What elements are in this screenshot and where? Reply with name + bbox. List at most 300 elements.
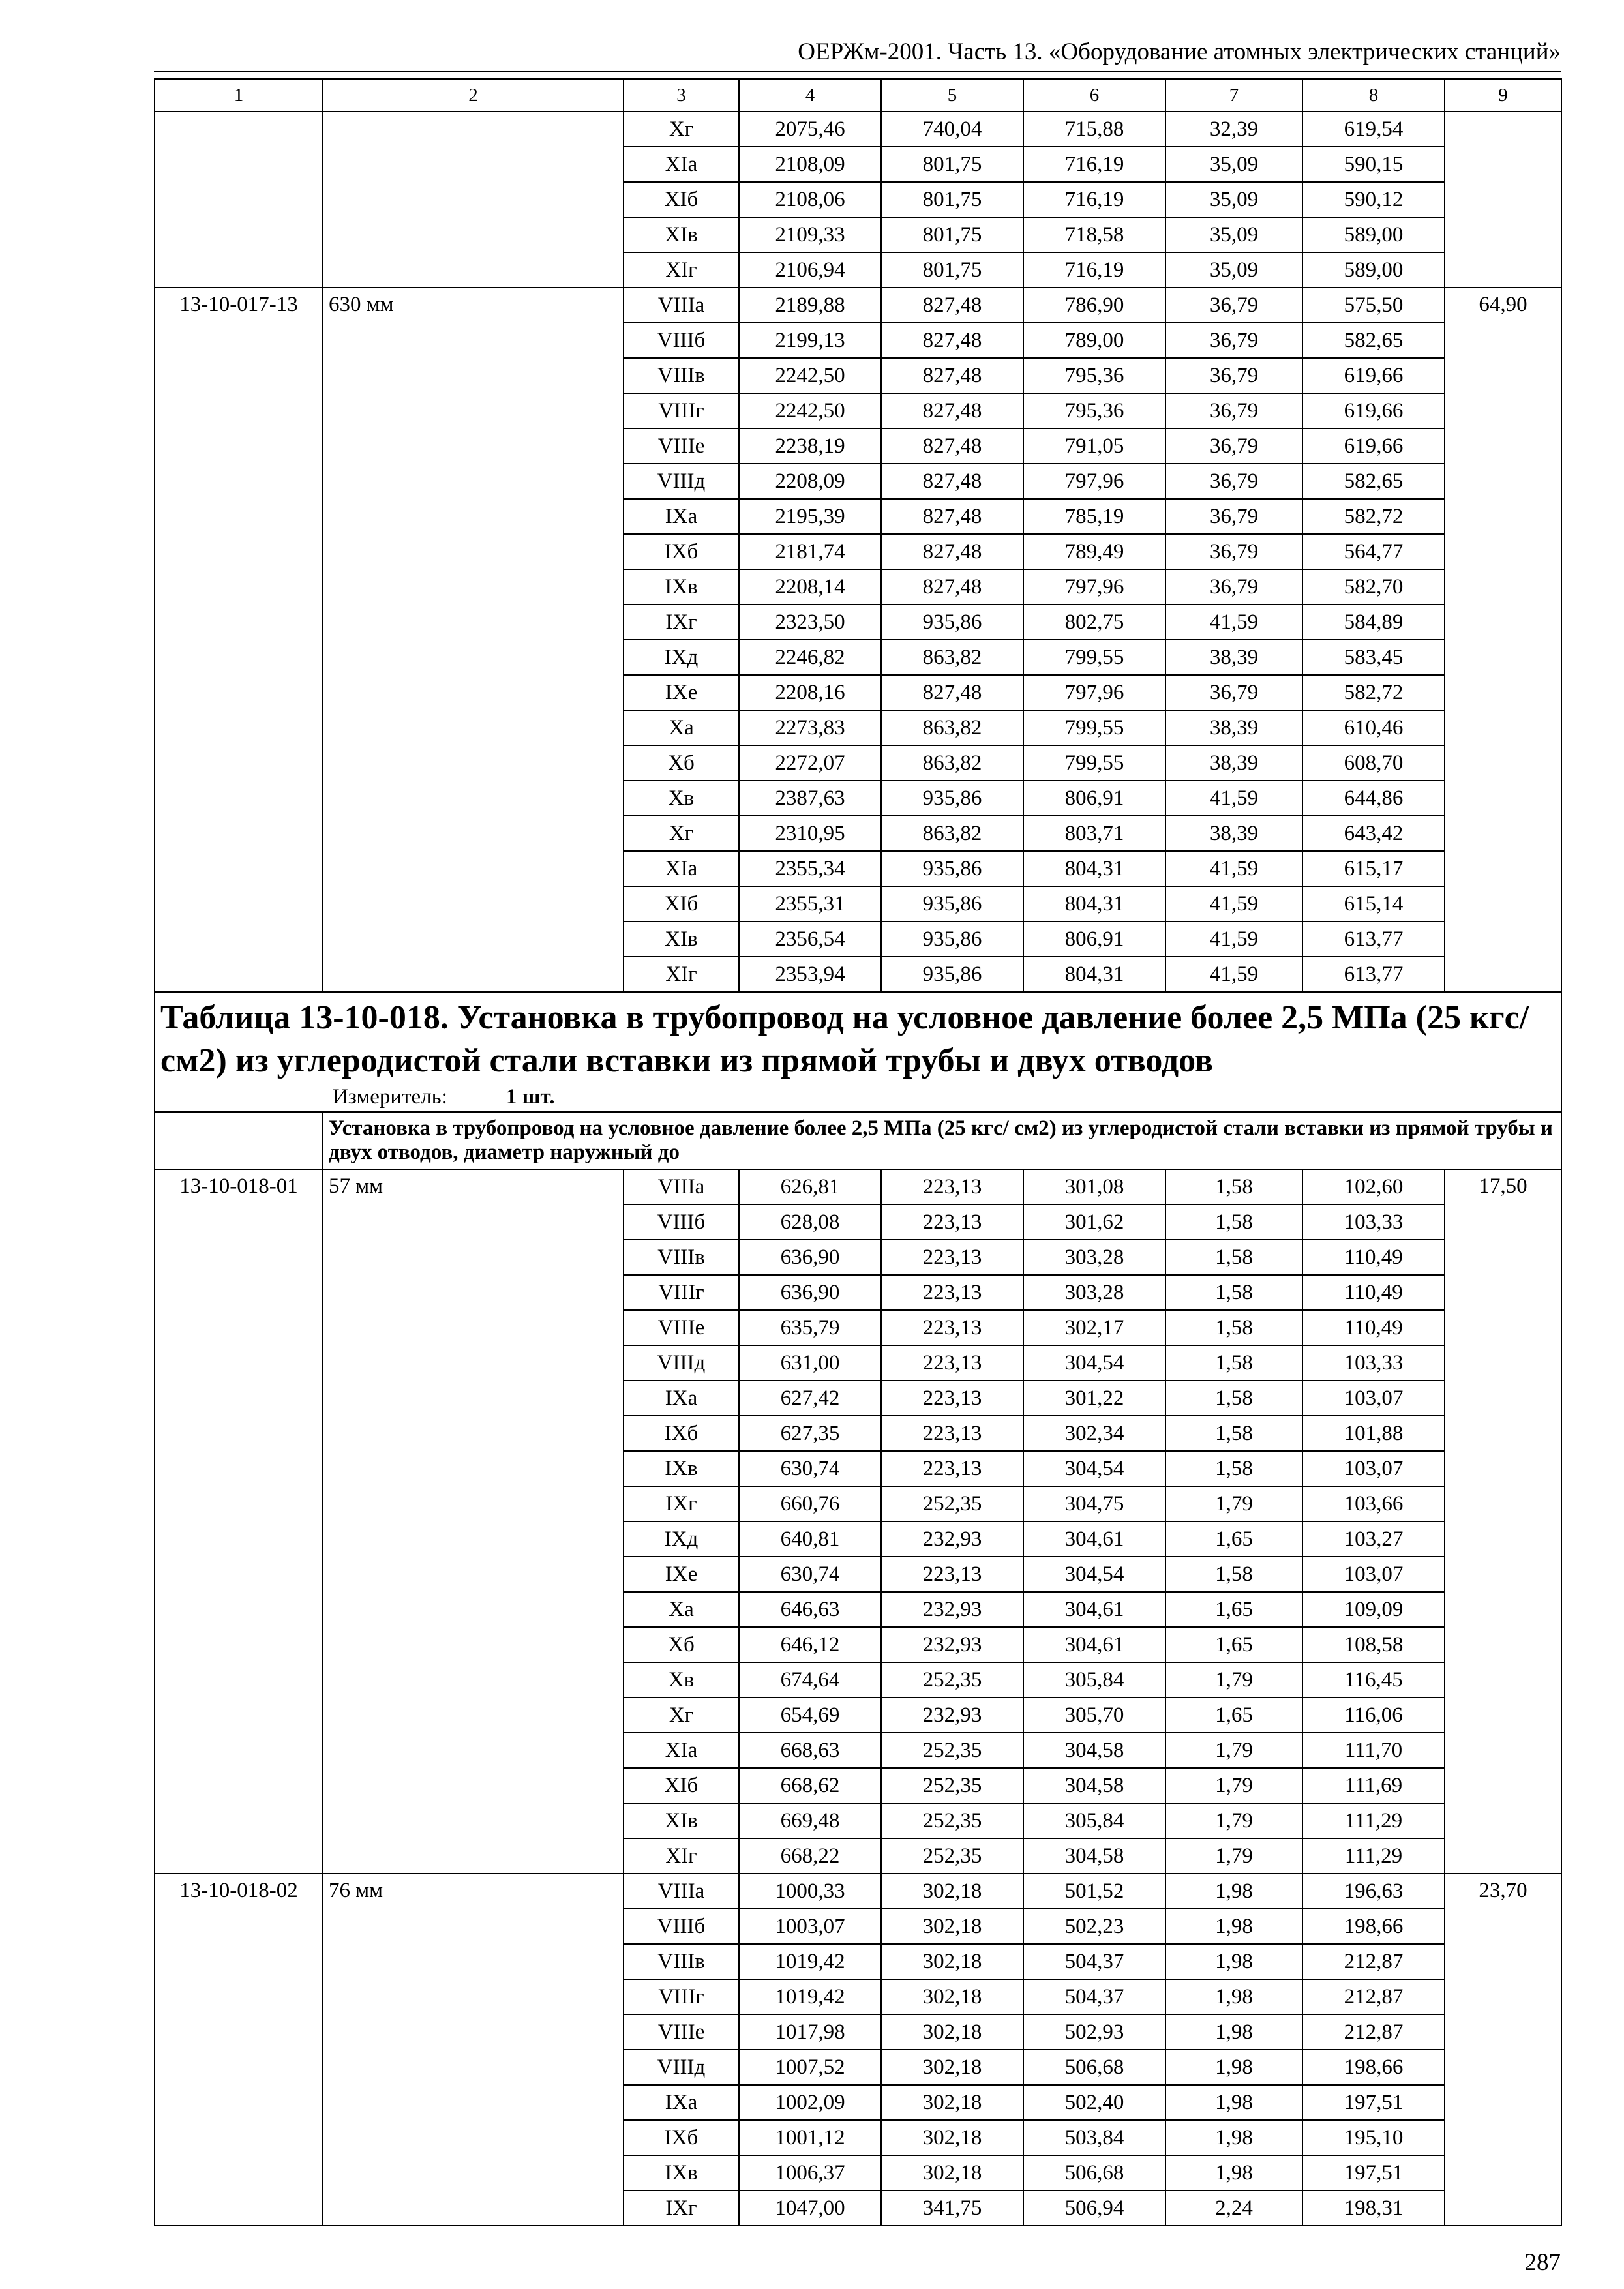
value-cell: 797,96 <box>1023 464 1165 499</box>
value-cell: 501,52 <box>1023 1874 1165 1909</box>
value-cell: 646,63 <box>739 1592 881 1627</box>
value-cell: 304,61 <box>1023 1627 1165 1662</box>
value-cell: 631,00 <box>739 1345 881 1381</box>
value-cell: 2353,94 <box>739 957 881 992</box>
value-cell: 103,66 <box>1302 1486 1445 1521</box>
value-cell: 36,79 <box>1165 288 1302 323</box>
value-cell: 212,87 <box>1302 1944 1445 1979</box>
value-cell: 38,39 <box>1165 745 1302 781</box>
value-cell: 863,82 <box>881 640 1023 675</box>
value-cell: 198,66 <box>1302 1909 1445 1944</box>
value-cell: 795,36 <box>1023 358 1165 393</box>
value-cell: 2195,39 <box>739 499 881 534</box>
value-cell: 619,66 <box>1302 428 1445 464</box>
value-cell: VIIIв <box>624 1240 739 1275</box>
value-cell: 827,48 <box>881 534 1023 569</box>
value-cell: 1,58 <box>1165 1451 1302 1486</box>
value-cell: 252,35 <box>881 1733 1023 1768</box>
value-cell: 935,86 <box>881 851 1023 886</box>
value-cell: 806,91 <box>1023 921 1165 957</box>
value-cell: VIIIг <box>624 1979 739 2014</box>
value-cell: 305,84 <box>1023 1662 1165 1698</box>
value-cell: 223,13 <box>881 1381 1023 1416</box>
value-cell: 627,35 <box>739 1416 881 1451</box>
value-cell: 223,13 <box>881 1310 1023 1345</box>
value-cell: 608,70 <box>1302 745 1445 781</box>
value-cell: 668,22 <box>739 1838 881 1874</box>
value-cell: 1,98 <box>1165 1979 1302 2014</box>
value-cell: XIб <box>624 886 739 921</box>
value-cell: 801,75 <box>881 252 1023 288</box>
value-cell: 589,00 <box>1302 252 1445 288</box>
value-cell: 630,74 <box>739 1451 881 1486</box>
value-cell: 613,77 <box>1302 957 1445 992</box>
value-cell: 304,54 <box>1023 1345 1165 1381</box>
value-cell: 2199,13 <box>739 323 881 358</box>
value-cell: 103,07 <box>1302 1381 1445 1416</box>
value-cell: 590,12 <box>1302 182 1445 217</box>
value-cell: 301,08 <box>1023 1169 1165 1204</box>
value-cell: VIIIе <box>624 428 739 464</box>
value-cell: 1,65 <box>1165 1592 1302 1627</box>
value-cell: 212,87 <box>1302 1979 1445 2014</box>
value-cell: IXг <box>624 1486 739 1521</box>
value-cell: 804,31 <box>1023 957 1165 992</box>
value-cell: 252,35 <box>881 1662 1023 1698</box>
value-cell: 212,87 <box>1302 2014 1445 2050</box>
value-cell: 2310,95 <box>739 816 881 851</box>
value-cell: VIIIе <box>624 1310 739 1345</box>
table-row <box>155 1874 1561 1909</box>
value-cell: 827,48 <box>881 675 1023 710</box>
value-cell: 804,31 <box>1023 886 1165 921</box>
value-cell: XIг <box>624 1838 739 1874</box>
value-cell: 101,88 <box>1302 1416 1445 1451</box>
value-cell: 1,79 <box>1165 1486 1302 1521</box>
value-cell: 502,23 <box>1023 1909 1165 1944</box>
column-number: 7 <box>1165 79 1302 112</box>
value-cell: 304,58 <box>1023 1768 1165 1803</box>
column-number: 5 <box>881 79 1023 112</box>
value-cell: XIа <box>624 851 739 886</box>
value-cell: 827,48 <box>881 569 1023 605</box>
value-cell: 935,86 <box>881 605 1023 640</box>
value-cell: 232,93 <box>881 1521 1023 1557</box>
value-cell: 302,18 <box>881 1944 1023 1979</box>
value-cell: 2208,09 <box>739 464 881 499</box>
value-cell: VIIIд <box>624 2050 739 2085</box>
value-cell: 41,59 <box>1165 605 1302 640</box>
value-cell: 232,93 <box>881 1592 1023 1627</box>
value-cell: 935,86 <box>881 886 1023 921</box>
value-cell: 1,58 <box>1165 1310 1302 1345</box>
column-number-row <box>155 79 1561 112</box>
value-cell: 111,70 <box>1302 1733 1445 1768</box>
value-cell: 36,79 <box>1165 393 1302 428</box>
value-cell: VIIIб <box>624 323 739 358</box>
value-cell: 305,70 <box>1023 1698 1165 1733</box>
value-cell: 589,00 <box>1302 217 1445 252</box>
value-cell: 797,96 <box>1023 675 1165 710</box>
value-cell: 304,54 <box>1023 1557 1165 1592</box>
value-cell: 1002,09 <box>739 2085 881 2120</box>
value-cell: 304,58 <box>1023 1838 1165 1874</box>
value-cell: 110,49 <box>1302 1240 1445 1275</box>
value-cell: 301,22 <box>1023 1381 1165 1416</box>
value-cell: 627,42 <box>739 1381 881 1416</box>
measure-line <box>160 1083 1556 1111</box>
value-cell: 654,69 <box>739 1698 881 1733</box>
rate-code-cell: 13-10-017-13 <box>155 288 323 992</box>
table-row <box>155 112 1561 147</box>
value-cell: 564,77 <box>1302 534 1445 569</box>
value-cell: 644,86 <box>1302 781 1445 816</box>
value-cell: 718,58 <box>1023 217 1165 252</box>
value-cell: 223,13 <box>881 1204 1023 1240</box>
value-cell: 801,75 <box>881 147 1023 182</box>
value-cell: 303,28 <box>1023 1240 1165 1275</box>
value-cell: IXб <box>624 1416 739 1451</box>
value-cell: 304,61 <box>1023 1521 1165 1557</box>
value-cell: 2238,19 <box>739 428 881 464</box>
value-cell: 1006,37 <box>739 2155 881 2191</box>
value-cell: 668,63 <box>739 1733 881 1768</box>
value-cell: XIв <box>624 921 739 957</box>
value-cell: 195,10 <box>1302 2120 1445 2155</box>
value-cell: 935,86 <box>881 921 1023 957</box>
value-cell: IXд <box>624 640 739 675</box>
value-cell: 103,07 <box>1302 1451 1445 1486</box>
header-rule <box>154 71 1561 72</box>
value-cell: IXв <box>624 1451 739 1486</box>
value-cell: 791,05 <box>1023 428 1165 464</box>
value-cell: VIIIб <box>624 1909 739 1944</box>
value-cell: 715,88 <box>1023 112 1165 147</box>
value-cell: VIIIа <box>624 1874 739 1909</box>
value-cell: 35,09 <box>1165 182 1302 217</box>
column-number: 6 <box>1023 79 1165 112</box>
value-cell: 1019,42 <box>739 1979 881 2014</box>
value-cell: 303,28 <box>1023 1275 1165 1310</box>
diameter-cell: 630 мм <box>323 288 624 992</box>
value-cell: 35,09 <box>1165 147 1302 182</box>
value-cell: 502,40 <box>1023 2085 1165 2120</box>
value-cell: 223,13 <box>881 1451 1023 1486</box>
value-cell: 2356,54 <box>739 921 881 957</box>
value-cell: 302,18 <box>881 1909 1023 1944</box>
value-cell: 302,17 <box>1023 1310 1165 1345</box>
value-cell: Xа <box>624 710 739 745</box>
value-cell: 786,90 <box>1023 288 1165 323</box>
value-cell: 36,79 <box>1165 569 1302 605</box>
value-cell: 582,65 <box>1302 323 1445 358</box>
value-cell: 2242,50 <box>739 393 881 428</box>
value-cell: 38,39 <box>1165 710 1302 745</box>
value-cell: 619,66 <box>1302 358 1445 393</box>
value-cell: 232,93 <box>881 1627 1023 1662</box>
value-cell: 2242,50 <box>739 358 881 393</box>
value-cell: Xв <box>624 781 739 816</box>
value-cell: 669,48 <box>739 1803 881 1838</box>
table-row <box>155 1169 1561 1204</box>
value-cell: 504,37 <box>1023 1979 1165 2014</box>
value-cell: 615,14 <box>1302 886 1445 921</box>
value-cell: 1,58 <box>1165 1557 1302 1592</box>
value-cell: 252,35 <box>881 1838 1023 1874</box>
value-cell: 196,63 <box>1302 1874 1445 1909</box>
value-cell: 1,58 <box>1165 1204 1302 1240</box>
diameter-cell: 76 мм <box>323 1874 624 2226</box>
value-cell: VIIIе <box>624 2014 739 2050</box>
value-cell: Xг <box>624 816 739 851</box>
value-cell: 35,09 <box>1165 217 1302 252</box>
col9-cell: 17,50 <box>1445 1169 1561 1874</box>
value-cell: 802,75 <box>1023 605 1165 640</box>
value-cell: VIIIа <box>624 1169 739 1204</box>
value-cell: 2273,83 <box>739 710 881 745</box>
value-cell: 716,19 <box>1023 182 1165 217</box>
value-cell: 613,77 <box>1302 921 1445 957</box>
value-cell: 304,58 <box>1023 1733 1165 1768</box>
value-cell: 863,82 <box>881 745 1023 781</box>
value-cell: 41,59 <box>1165 957 1302 992</box>
value-cell: Xв <box>624 1662 739 1698</box>
value-cell: 646,12 <box>739 1627 881 1662</box>
value-cell: IXг <box>624 2191 739 2226</box>
value-cell: 223,13 <box>881 1557 1023 1592</box>
value-cell: 223,13 <box>881 1345 1023 1381</box>
value-cell: XIб <box>624 1768 739 1803</box>
value-cell: 302,18 <box>881 1979 1023 2014</box>
value-cell: 1,98 <box>1165 1874 1302 1909</box>
rate-code-cell: 13-10-018-01 <box>155 1169 323 1874</box>
value-cell: 504,37 <box>1023 1944 1165 1979</box>
value-cell: 797,96 <box>1023 569 1165 605</box>
value-cell: 827,48 <box>881 288 1023 323</box>
value-cell: 1000,33 <box>739 1874 881 1909</box>
value-cell: 302,34 <box>1023 1416 1165 1451</box>
value-cell: 801,75 <box>881 182 1023 217</box>
value-cell: 2181,74 <box>739 534 881 569</box>
value-cell: 103,07 <box>1302 1557 1445 1592</box>
value-cell: 2075,46 <box>739 112 881 147</box>
value-cell: 116,06 <box>1302 1698 1445 1733</box>
value-cell: 660,76 <box>739 1486 881 1521</box>
value-cell: 668,62 <box>739 1768 881 1803</box>
value-cell: 1,79 <box>1165 1733 1302 1768</box>
value-cell: 575,50 <box>1302 288 1445 323</box>
value-cell: 302,18 <box>881 2155 1023 2191</box>
value-cell: 582,72 <box>1302 675 1445 710</box>
col9-cell: 64,90 <box>1445 288 1561 992</box>
value-cell: 863,82 <box>881 816 1023 851</box>
value-cell: Xг <box>624 1698 739 1733</box>
value-cell: 2,24 <box>1165 2191 1302 2226</box>
col9-cell: 23,70 <box>1445 1874 1561 2226</box>
value-cell: 301,62 <box>1023 1204 1165 1240</box>
value-cell: 1,58 <box>1165 1416 1302 1451</box>
value-cell: 2355,34 <box>739 851 881 886</box>
value-cell: 827,48 <box>881 428 1023 464</box>
value-cell: 804,31 <box>1023 851 1165 886</box>
value-cell: IXа <box>624 1381 739 1416</box>
value-cell: 1,98 <box>1165 2050 1302 2085</box>
value-cell: 103,27 <box>1302 1521 1445 1557</box>
value-cell: Xб <box>624 1627 739 1662</box>
value-cell: 304,75 <box>1023 1486 1165 1521</box>
value-cell: 1,98 <box>1165 1909 1302 1944</box>
value-cell: 789,00 <box>1023 323 1165 358</box>
value-cell: 935,86 <box>881 957 1023 992</box>
value-cell: 36,79 <box>1165 675 1302 710</box>
value-cell: XIг <box>624 957 739 992</box>
value-cell: 1,98 <box>1165 1944 1302 1979</box>
value-cell: 1007,52 <box>739 2050 881 2085</box>
value-cell: 2246,82 <box>739 640 881 675</box>
column-number: 8 <box>1302 79 1445 112</box>
value-cell: 1,79 <box>1165 1838 1302 1874</box>
value-cell: VIIIд <box>624 1345 739 1381</box>
diameter-cell: 57 мм <box>323 1169 624 1874</box>
value-cell: 1,79 <box>1165 1803 1302 1838</box>
page-header: ОЕРЖм-2001. Часть 13. «Оборудование атомных электрических станций» <box>798 38 1561 65</box>
value-cell: 41,59 <box>1165 921 1302 957</box>
value-cell: 103,33 <box>1302 1345 1445 1381</box>
value-cell: VIIIб <box>624 1204 739 1240</box>
value-cell: 803,71 <box>1023 816 1165 851</box>
value-cell: 1,79 <box>1165 1768 1302 1803</box>
value-cell: 38,39 <box>1165 816 1302 851</box>
value-cell: 36,79 <box>1165 358 1302 393</box>
value-cell: 716,19 <box>1023 252 1165 288</box>
table-title: Таблица 13-10-018. Установка в трубопровод на условное давление более 2,5 МПа (25 кгс/ см2) из углеродистой стали вставки из прямой трубы и двух отводов <box>160 999 1529 1079</box>
value-cell: 223,13 <box>881 1240 1023 1275</box>
value-cell: 223,13 <box>881 1416 1023 1451</box>
value-cell: 740,04 <box>881 112 1023 147</box>
value-cell: 801,75 <box>881 217 1023 252</box>
value-cell: 506,94 <box>1023 2191 1165 2226</box>
value-cell: 109,09 <box>1302 1592 1445 1627</box>
value-cell: 1,58 <box>1165 1381 1302 1416</box>
value-cell: 863,82 <box>881 710 1023 745</box>
value-cell: 36,79 <box>1165 428 1302 464</box>
value-cell: 111,29 <box>1302 1803 1445 1838</box>
value-cell: 827,48 <box>881 323 1023 358</box>
value-cell: 111,29 <box>1302 1838 1445 1874</box>
value-cell: 41,59 <box>1165 851 1302 886</box>
value-cell: IXе <box>624 1557 739 1592</box>
value-cell: 252,35 <box>881 1486 1023 1521</box>
table-body-top <box>155 79 1561 992</box>
column-number: 1 <box>155 79 323 112</box>
value-cell: 827,48 <box>881 393 1023 428</box>
value-cell: IXв <box>624 569 739 605</box>
value-cell: 252,35 <box>881 1803 1023 1838</box>
value-cell: 302,18 <box>881 2050 1023 2085</box>
value-cell: XIв <box>624 217 739 252</box>
value-cell: 2387,63 <box>739 781 881 816</box>
value-cell: 795,36 <box>1023 393 1165 428</box>
value-cell: 619,54 <box>1302 112 1445 147</box>
value-cell: Xб <box>624 745 739 781</box>
value-cell: 674,64 <box>739 1662 881 1698</box>
value-cell: VIIIв <box>624 358 739 393</box>
rate-code-cell <box>155 112 323 288</box>
value-cell: 716,19 <box>1023 147 1165 182</box>
value-cell: 103,33 <box>1302 1204 1445 1240</box>
value-cell: 1,65 <box>1165 1698 1302 1733</box>
value-cell: 36,79 <box>1165 323 1302 358</box>
col9-cell <box>1445 112 1561 288</box>
value-cell: 108,58 <box>1302 1627 1445 1662</box>
section-title-block <box>155 992 1561 1169</box>
value-cell: 32,39 <box>1165 112 1302 147</box>
value-cell: 302,18 <box>881 2120 1023 2155</box>
value-cell: 1,98 <box>1165 2155 1302 2191</box>
value-cell: XIа <box>624 1733 739 1768</box>
value-cell: 41,59 <box>1165 781 1302 816</box>
value-cell: 1,58 <box>1165 1275 1302 1310</box>
value-cell: 503,84 <box>1023 2120 1165 2155</box>
value-cell: 111,69 <box>1302 1768 1445 1803</box>
rates-table <box>154 78 1562 2226</box>
value-cell: 302,18 <box>881 2085 1023 2120</box>
value-cell: 2106,94 <box>739 252 881 288</box>
value-cell: 2109,33 <box>739 217 881 252</box>
value-cell: 806,91 <box>1023 781 1165 816</box>
value-cell: 36,79 <box>1165 499 1302 534</box>
section-subheading: Установка в трубопровод на условное давление более 2,5 МПа (25 кгс/ см2) из углеродистой стали вставки из прямой трубы и двух отводов, диаметр наружный до <box>323 1112 1561 1169</box>
value-cell: 2272,07 <box>739 745 881 781</box>
value-cell: 110,49 <box>1302 1310 1445 1345</box>
value-cell: 1,58 <box>1165 1345 1302 1381</box>
value-cell: VIIIд <box>624 464 739 499</box>
value-cell: 2323,50 <box>739 605 881 640</box>
value-cell: 1001,12 <box>739 2120 881 2155</box>
value-cell: Xг <box>624 112 739 147</box>
value-cell: 1017,98 <box>739 2014 881 2050</box>
rate-code-cell: 13-10-018-02 <box>155 1874 323 2226</box>
value-cell: 582,65 <box>1302 464 1445 499</box>
value-cell: 1,98 <box>1165 2120 1302 2155</box>
value-cell: 583,45 <box>1302 640 1445 675</box>
value-cell: 640,81 <box>739 1521 881 1557</box>
value-cell: 615,17 <box>1302 851 1445 886</box>
value-cell: 341,75 <box>881 2191 1023 2226</box>
value-cell: 232,93 <box>881 1698 1023 1733</box>
value-cell: 799,55 <box>1023 640 1165 675</box>
value-cell: 785,19 <box>1023 499 1165 534</box>
value-cell: 827,48 <box>881 464 1023 499</box>
value-cell: IXг <box>624 605 739 640</box>
diameter-cell <box>323 112 624 288</box>
value-cell: 252,35 <box>881 1768 1023 1803</box>
value-cell: 1,65 <box>1165 1521 1302 1557</box>
value-cell: 935,86 <box>881 781 1023 816</box>
value-cell: IXе <box>624 675 739 710</box>
value-cell: 582,70 <box>1302 569 1445 605</box>
value-cell: 36,79 <box>1165 534 1302 569</box>
measure-label: Измеритель: <box>333 1085 447 1109</box>
value-cell: IXа <box>624 2085 739 2120</box>
value-cell: Xа <box>624 1592 739 1627</box>
value-cell: 304,61 <box>1023 1592 1165 1627</box>
value-cell: IXб <box>624 534 739 569</box>
value-cell: 223,13 <box>881 1275 1023 1310</box>
value-cell: 2208,14 <box>739 569 881 605</box>
value-cell: 102,60 <box>1302 1169 1445 1204</box>
value-cell: IXв <box>624 2155 739 2191</box>
